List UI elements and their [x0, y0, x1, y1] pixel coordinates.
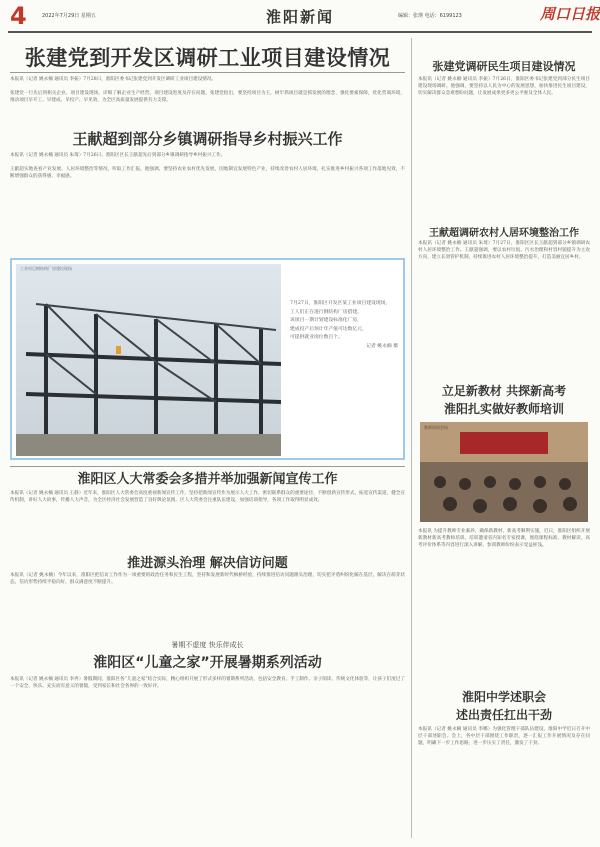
construction-photo-label: 工业项目钢结构厂房建设现场 — [20, 266, 72, 271]
photo-caption-line: 该项目一期计划建设标准化厂房， — [290, 318, 362, 323]
photo-credit: 记者 姚永楠 摄 — [366, 343, 398, 349]
story5-headline-2: 述出责任扛出干劲 — [455, 708, 552, 722]
story2-byline: 本报讯（记者 姚永楠 通讯员 朱琦）7月26日，淮阳区区长王献超先后到部分乡镇调研指导乡村振兴工作。 — [10, 153, 226, 158]
construction-photo-frame — [10, 258, 405, 460]
editor-line: 编辑：张瑛 电话：6199123 — [398, 13, 462, 19]
story6-headline: 淮阳区“儿童之家”开展暑期系列活动 — [93, 655, 322, 671]
column-divider — [411, 38, 412, 838]
section-title: 淮阳新闻 — [265, 8, 334, 26]
masthead — [0, 0, 600, 34]
right-headline-1: 张建党调研民生项目建设情况 — [432, 60, 576, 73]
story6-body: 本报讯（记者 姚永楠 通讯员 李冉）暑假期间，淮阳区各“儿童之家”结合实际，精心组织开展了形式多样的暑期系列活动，包括安全教育、手工制作、亲子阅读、传统文化体验等，让孩子们度过了一个安全、快乐、充实而有意义的暑假，受到家长和社会各界的一致好评。 — [10, 677, 405, 689]
right-body-2: 本报讯（记者 姚永楠 通讯员 朱琦）7月27日，淮阳区区长王献超到部分乡镇调研农村人居环境整治工作。王献超强调，要以农村垃圾、污水治理和村容村貌提升为主攻方向，建立长效管护机制，持续推进农村人居环境整治提升，打造美丽宜居乡村。 — [418, 241, 590, 260]
photo-caption-line: 7月27日，淮阳区开发区某工业项目建设现场， — [290, 301, 391, 306]
story2-headline: 王献超到部分乡镇调研指导乡村振兴工作 — [72, 130, 343, 148]
right-headline-2: 王献超调研农村人居环境整治工作 — [429, 228, 579, 239]
story4-headline: 推进源头治理 解决信访问题 — [127, 556, 288, 571]
feature-body: 本报讯 为提升教师专业素养，确保新教材、新高考顺利实施，近日，淮阳区组织开展新教材新高考教师培训。培训邀请省内知名专家授课，围绕课程标准、教材解读、高考评价体系等内容进行深入讲解，参训教师纷纷表示受益匪浅。 — [418, 529, 590, 548]
masthead-rule — [8, 31, 592, 33]
story3-top-rule — [10, 466, 405, 467]
right-body-1: 本报讯（记者 姚永楠 通讯员 李振）7月26日，淮阳区委书记张建党到部分民生项目建设现场调研。他强调，要坚持以人民为中心的发展思想，加快推进民生项目建设，切实解决群众急难愁盼问题，让发展成果更多更公平惠及全体人民。 — [418, 77, 590, 96]
training-photo — [420, 422, 588, 522]
photo-caption — [290, 300, 398, 351]
lead-body: 张建党一行先后到相关企业、项目建设现场，详细了解企业生产经营、项目建设进度及存在问题。张建党指出，要坚持项目为王，树牢抓项目就是抓发展的理念，强化要素保障，优化营商环境，推动项目早开工、早建成、早投产、早见效，为全区高质量发展提供有力支撑。 — [10, 91, 405, 103]
feature-headline-2: 淮阳扎实做好教师培训 — [443, 402, 564, 416]
story3-body: 本报讯（记者 姚永楠 通讯员 王静）近年来，淮阳区人大常委会高度重视新闻宣传工作，坚持把新闻宣传作为展示人大工作、密切联系群众的重要途径，不断创新宣传形式，拓宽宣传渠道，健全宣传机制，讲好人大故事，传播人大声音，为全区经济社会发展营造了良好舆论氛围。区人大常委会注重队伍建设，加强培训指导，各项工作取得明显成效。 — [10, 491, 405, 503]
photo-caption-line: 工人们正在进行钢结构厂房搭建。 — [290, 309, 362, 315]
lead-rule — [10, 72, 405, 73]
story4-body: 本报讯（记者 姚永楠）今年以来，淮阳区把信访工作作为一项重要的政治任务和民生工程，坚持和发展新时代枫桥经验，持续推进信访问题源头治理，切实把矛盾纠纷化解在基层、解决在萌芽状态，信访形势持续平稳向好，群众满意度不断提升。 — [10, 573, 405, 585]
construction-photo — [16, 264, 281, 456]
newspaper-logo: 周口日报 — [540, 5, 600, 23]
training-photo-label: 教师培训会场 — [424, 425, 448, 430]
lead-byline: 本报讯（记者 姚永楠 通讯员 李振）7月28日，淮阳区委书记张建党到开发区调研工业项目建设情况。 — [10, 77, 217, 82]
story3-headline: 淮阳区人大常委会多措并举加强新闻宣传工作 — [77, 472, 338, 487]
training-photo-frame — [420, 422, 588, 522]
story5-body: 本报讯（记者 姚永楠 通讯员 李娜）为强化管理干部队伍建设，淮阳中学近日召开中层干部述职会。会上，各中层干部围绕工作职责，逐一汇报工作开展情况及存在问题，明确下一步工作思路，进一步压实了责任，激发了干劲。 — [418, 727, 590, 746]
photo-caption-line: 可提供就业岗位数百个。 — [290, 335, 343, 340]
feature-headline-1: 立足新教材 共探新高考 — [441, 384, 567, 398]
lead-headline: 张建党到开发区调研工业项目建设情况 — [24, 46, 391, 70]
page-number: 4 — [10, 2, 27, 30]
story6-kicker: 暑期不虚度 快乐伴成长 — [171, 641, 244, 649]
story5-headline-1: 淮阳中学述职会 — [461, 690, 546, 704]
date-line: 2022年7月29日 星期五 — [42, 13, 96, 19]
story2-body: 王献超实地查看产业发展、人居环境整治等情况，听取工作汇报。他强调，要坚持农业农村优先发展，因地制宜发展特色产业，持续改善农村人居环境，扎实推进乡村振兴各项工作落地见效，不断增强群众的获得感、幸福感。 — [10, 167, 405, 179]
photo-caption-line: 建成投产后预计年产值可达数亿元， — [290, 326, 367, 332]
